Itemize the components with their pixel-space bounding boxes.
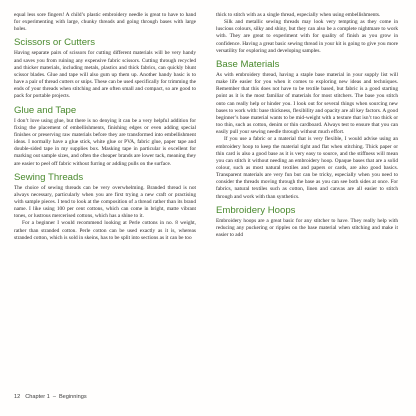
paragraph: If you use a fabric or a material that is very flexible, I would advise using an embroidery hoop to keep the material tight and flat when stitching. Thick paper or thin card is also a good base as it is very easy to source, and the stiffness will mean you can stitch it without needing an embroidery hoop. Opaque bases that are a solid colour, such as most natural textiles and papers or cards, are also good basics. Transparent materials are very fun but can be tricky, especially when you need to consider the threads moving through the base as you can see both sides at once. For fabrics, natural textiles such as cotton, linen and canvas are all easier to stitch through and work with than synthetics. xyxy=(216,136,398,200)
footer-separator: – xyxy=(52,394,56,400)
paragraph: As with embroidery thread, having a staple base material in your supply list will make life easier for you when it comes to exploring new ideas and techniques. Remember that this does not have to be textile based, but fabric is a good starting point as it is the most familiar of materials for most stitchers. The base you stitch onto can really help or hinder you. I look out for several things when sourcing new bases to work with: base thickness, flexibility and opacity are all key factors. A good beginner’s base material wants to be mid-weight with a texture that isn’t too thick or too thin, such as cotton, denim or thin cardboard. Always test to ensure that you can easily pull your sewing needle through without much effort. xyxy=(216,71,398,136)
chapter-label: Chapter 1 xyxy=(25,394,50,400)
paragraph: For a beginner I would recommend looking at Perle cottons in no. 8 weight, rather than stranded cotton. Perle cotton can be used exactly as it is, whereas stranded cotton, which is sold in skeins, has to be split into sections as it can be too xyxy=(14,220,196,241)
page-footer xyxy=(14,394,87,400)
section-heading-scissors: Scissors or Cutters xyxy=(14,37,96,49)
paragraph: Silk and metallic sewing threads may look very tempting as they come in luscious colours, silky and shiny, but they can also be a complete nightmare to work with. They are great to experiment with for quality of finish as you grow in confidence. Having a great basic sewing thread in your kit is going to give you more versatility for exploring and developing samples. xyxy=(216,19,398,54)
section-heading-glue: Glue and Tape xyxy=(14,104,77,116)
section-heading-base-materials: Base Materials xyxy=(216,58,280,70)
section-label: Beginnings xyxy=(58,394,87,400)
paragraph: Having separate pairs of scissors for cutting different materials will be very handy and saves you from ruining any expensive fabric scissors. Cutting through recycled and thicker materials, including metals, plastics and thick fabrics, can quickly blunt scissor blades. Glue and tape will also gum up them up. Another handy basic is to have a pair of thread cutters or snips. These can be used specifically for trimming the ends of your threads when stitching and are often small and compact, so are good to pack for portable projects. xyxy=(14,50,196,100)
section-heading-threads: Sewing Threads xyxy=(14,171,84,183)
paragraph: equal less sore fingers! A child’s plastic embroidery needle is great to have to hand for experimenting with large, chunky threads and going through bases with large holes. xyxy=(14,12,196,33)
paragraph: Embroidery hoops are a great basic for any stitcher to have. They really help with reducing any puckering or ripples on the base material when stitching and make it easier to add xyxy=(216,217,398,239)
left-column xyxy=(14,12,196,242)
section-heading-hoops: Embroidery Hoops xyxy=(216,204,296,216)
paragraph: I don’t love using glue, but there is no denying it can be a very helpful addition for fixing the placement of embellishments, finishing edges or even adding special finishes or preserving raw materials before they are transformed into embellishment ideas. I normally have a glue stick, white glue or PVA, fabric glue, paper tape and double-sided tape in my supplies box. Masking tape in particular is excellent for marking out sample sizes, and often the cheaper brands are lower tack, meaning they are easier to peel off fabric without furring or adding pulls on the surface. xyxy=(14,117,196,167)
paragraph: thick to stitch with as a single thread, especially when using embellishments. xyxy=(216,12,381,18)
right-column xyxy=(216,12,398,239)
paragraph: The choice of sewing threads can be very overwhelming. Branded thread is not always necessary, particularly when you are first trying a new craft or practising with sample pieces. I tend to look at the composition of a thread rather than its brand name. I like using 100 per cent cottons, which can come in bright, matte vibrant tones, or lustrous mercerised cottons, which has a shine to it. xyxy=(14,184,196,220)
page-number: 12 xyxy=(14,394,21,400)
